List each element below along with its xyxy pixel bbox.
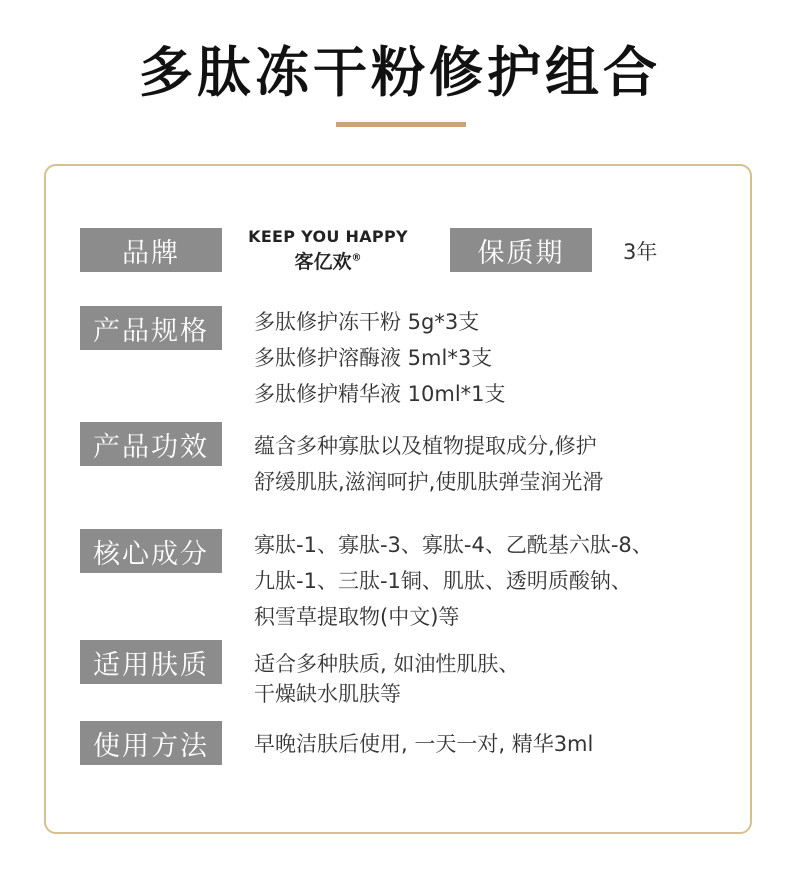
- efficacy-line: 蕴含多种寡肽以及植物提取成分,修护: [254, 434, 597, 458]
- brand-logo: [246, 227, 410, 274]
- ingredients-line: 积雪草提取物(中文)等: [254, 605, 460, 629]
- specs-line: 多肽修护精华液 10ml*1支: [254, 382, 506, 406]
- page-title: 多肽冻干粉修护组合: [139, 41, 661, 104]
- skin-type-label: 适用肤质: [80, 640, 222, 684]
- specs-line: 多肽修护冻干粉 5g*3支: [254, 310, 480, 334]
- usage-line: 早晚洁肤后使用, 一天一对, 精华3ml: [254, 732, 594, 756]
- title-accent-line: [336, 122, 466, 127]
- specs-line: 多肽修护溶酶液 5ml*3支: [254, 346, 493, 370]
- skin-type-line: 适合多种肤质, 如油性肌肤、: [254, 652, 520, 676]
- brand-logo-en: KEEP YOU HAPPY: [248, 227, 408, 246]
- ingredients-line: 九肽-1、三肽-1铜、肌肽、透明质酸钠、: [254, 569, 632, 593]
- brand-logo-cn-text: 客亿欢: [294, 251, 352, 273]
- ingredients-label: 核心成分: [80, 529, 222, 573]
- efficacy-line: 舒缓肌肤,滋润呵护,使肌肤弹莹润光滑: [254, 470, 604, 494]
- brand-logo-cn: [246, 247, 410, 274]
- shelf-life-value: 3年: [623, 240, 658, 264]
- brand-label: 品牌: [80, 228, 222, 272]
- skin-type-line: 干燥缺水肌肤等: [254, 682, 401, 706]
- efficacy-label: 产品功效: [80, 422, 222, 466]
- specs-label: 产品规格: [80, 306, 222, 350]
- registered-mark: ®: [351, 252, 362, 264]
- usage-label: 使用方法: [80, 721, 222, 765]
- shelf-life-label: 保质期: [450, 228, 592, 272]
- ingredients-line: 寡肽-1、寡肽-3、寡肽-4、乙酰基六肽-8、: [254, 533, 653, 557]
